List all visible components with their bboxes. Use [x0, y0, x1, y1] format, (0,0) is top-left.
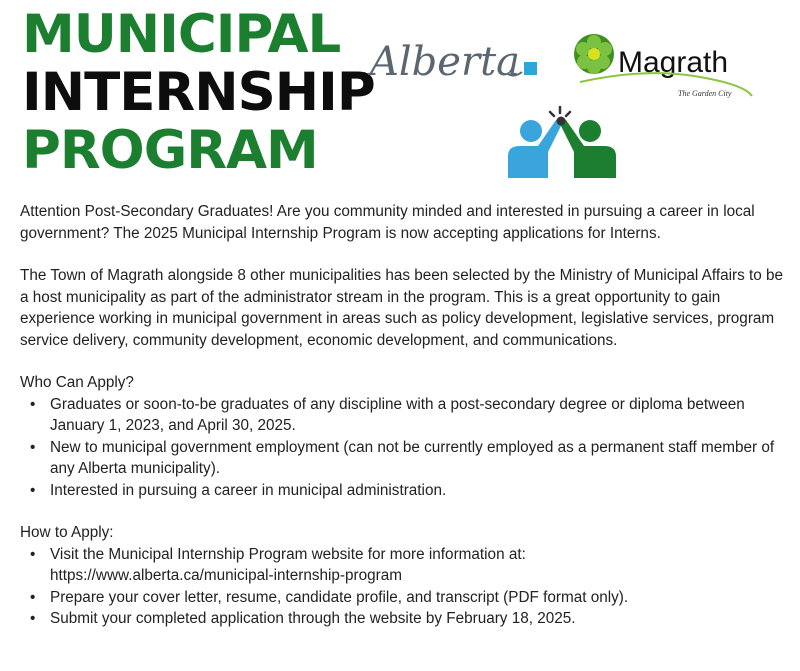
title-line-1: MUNICIPAL	[22, 4, 341, 65]
title-line-3: PROGRAM	[22, 120, 318, 181]
program-title	[22, 6, 375, 180]
alberta-logo-text: Alberta	[370, 39, 520, 85]
application-steps-list	[20, 544, 790, 630]
alberta-logo	[368, 30, 548, 90]
bullet-icon: •	[30, 395, 36, 413]
magrath-flower-icon	[574, 34, 614, 74]
magrath-tagline: The Garden City	[678, 89, 732, 98]
eligibility-item: • Graduates or soon-to-be graduates of any discipline with a post-secondary degree or diploma between January 1, 2023, and April 30, 2025.	[30, 395, 745, 434]
high-five-icon	[498, 104, 628, 180]
application-step: • Submit your completed application through the website by February 18, 2025.	[50, 608, 790, 630]
bullet-icon: •	[30, 588, 36, 606]
magrath-logo	[574, 30, 754, 105]
eligibility-item: • Interested in pursuing a career in municipal administration.	[50, 480, 790, 502]
bullet-icon: •	[30, 545, 36, 563]
application-step: • Prepare your cover letter, resume, candidate profile, and transcript (PDF format only).	[50, 587, 790, 609]
alberta-logo-square	[524, 62, 537, 75]
application-step: • Visit the Municipal Internship Program website for more information at: https://www.alberta.ca/municipal-internship-program	[50, 544, 790, 587]
magrath-logo-text: Magrath	[618, 46, 729, 79]
bullet-icon: •	[30, 481, 36, 499]
who-can-apply-heading: Who Can Apply?	[20, 374, 134, 391]
program-website-link[interactable]: https://www.alberta.ca/municipal-internship-program	[50, 567, 402, 584]
eligibility-item: • New to municipal government employment (can not be currently employed as a permanent staff member of any Alberta municipality).	[30, 438, 775, 477]
eligibility-list	[20, 394, 790, 502]
how-to-apply-heading: How to Apply:	[20, 524, 114, 541]
title-line-2: INTERNSHIP	[22, 62, 375, 123]
bullet-icon: •	[30, 438, 36, 456]
announcement-body	[20, 201, 790, 651]
intro-paragraph: Attention Post-Secondary Graduates! Are you community minded and interested in pursuing a career in local government? The 2025 Municipal Internship Program is now accepting applications for Interns.	[20, 203, 755, 242]
description-paragraph: The Town of Magrath alongside 8 other municipalities has been selected by the Ministry of Municipal Affairs to be a host municipality as part of the administrator stream in the program. This is a great opportunity to gain experience working in municipal government in areas such as policy development, legislative services, program service delivery, community development, economic development, and communications.	[20, 267, 783, 349]
bullet-icon: •	[30, 610, 36, 627]
